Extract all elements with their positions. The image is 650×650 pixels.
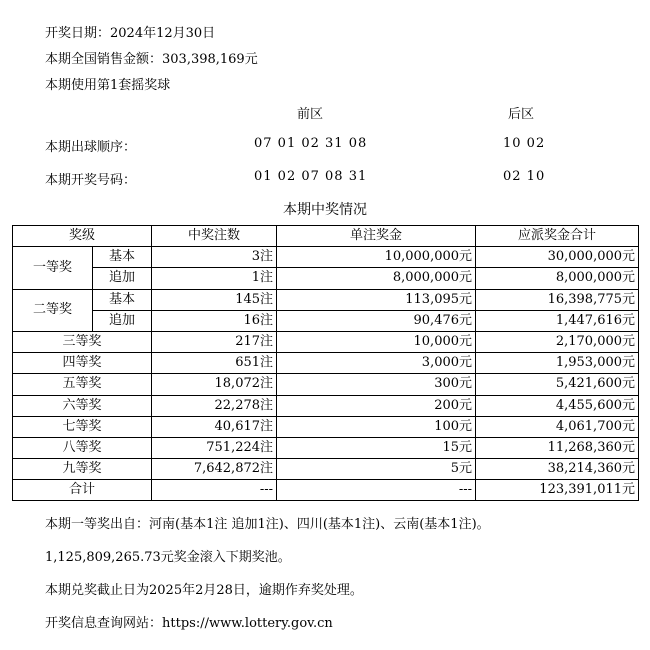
win-count: 40,617注 <box>152 416 277 437</box>
single-prize: 113,095元 <box>277 289 476 310</box>
total-prize: 8,000,000元 <box>476 268 639 289</box>
header-prize: 单注奖金 <box>277 226 476 247</box>
table-row <box>13 310 639 331</box>
table-row <box>13 268 639 289</box>
jackpot-rollover: 1,125,809,265.73元奖金滚入下期奖池。 <box>45 550 291 565</box>
header-total: 应派奖金合计 <box>476 226 639 247</box>
single-prize: 90,476元 <box>277 310 476 331</box>
front-zone-label: 前区 <box>297 107 324 122</box>
first-prize-origin: 本期一等奖出自：河南(基本1注 追加1注)、四川(基本1注)、云南(基本1注)。 <box>45 517 490 532</box>
winning-number-label: 本期开奖号码： <box>45 173 137 188</box>
win-count: 3注 <box>152 247 277 268</box>
level-name: 九等奖 <box>13 459 152 480</box>
sub-level: 追加 <box>93 310 152 331</box>
level-name: 一等奖 <box>13 247 93 289</box>
level-name: 五等奖 <box>13 374 152 395</box>
total-prize: 5,421,600元 <box>476 374 639 395</box>
sub-level: 基本 <box>93 247 152 268</box>
ball-set: 本期使用第1套摇奖球 <box>45 78 171 93</box>
single-prize: 300元 <box>277 374 476 395</box>
single-prize: 5元 <box>277 459 476 480</box>
win-count: 751,224注 <box>152 437 277 458</box>
total-prize: 1,953,000元 <box>476 353 639 374</box>
table-row <box>13 331 639 352</box>
single-prize: 3,000元 <box>277 353 476 374</box>
win-count: 1注 <box>152 268 277 289</box>
table-row <box>13 416 639 437</box>
table-row <box>13 459 639 480</box>
level-name: 二等奖 <box>13 289 93 331</box>
single-prize: 8,000,000元 <box>277 268 476 289</box>
total-prize: 11,268,360元 <box>476 437 639 458</box>
draw-order-back: 10 02 <box>503 136 546 151</box>
win-count: 145注 <box>152 289 277 310</box>
prize-table <box>12 225 639 501</box>
single-prize: 10,000元 <box>277 331 476 352</box>
grand-total: 123,391,011元 <box>476 480 639 501</box>
table-row <box>13 395 639 416</box>
claim-deadline: 本期兑奖截止日为2025年2月28日，逾期作弃奖处理。 <box>45 583 363 598</box>
total-count: --- <box>152 480 277 501</box>
table-row <box>13 437 639 458</box>
total-single-prize: --- <box>277 480 476 501</box>
total-prize: 2,170,000元 <box>476 331 639 352</box>
level-name: 四等奖 <box>13 353 152 374</box>
table-row <box>13 374 639 395</box>
winning-number-back: 02 10 <box>503 169 546 184</box>
total-prize: 4,061,700元 <box>476 416 639 437</box>
total-prize: 4,455,600元 <box>476 395 639 416</box>
win-count: 16注 <box>152 310 277 331</box>
total-prize: 1,447,616元 <box>476 310 639 331</box>
total-prize: 38,214,360元 <box>476 459 639 480</box>
single-prize: 10,000,000元 <box>277 247 476 268</box>
prize-table-title: 本期中奖情况 <box>283 202 367 218</box>
table-total-row <box>13 480 639 501</box>
sub-level: 追加 <box>93 268 152 289</box>
draw-order-label: 本期出球顺序： <box>45 140 137 155</box>
level-name: 六等奖 <box>13 395 152 416</box>
total-label: 合计 <box>13 480 152 501</box>
total-prize: 30,000,000元 <box>476 247 639 268</box>
table-row <box>13 353 639 374</box>
header-count: 中奖注数 <box>152 226 277 247</box>
header-level: 奖级 <box>13 226 152 247</box>
win-count: 7,642,872注 <box>152 459 277 480</box>
single-prize: 200元 <box>277 395 476 416</box>
win-count: 217注 <box>152 331 277 352</box>
level-name: 八等奖 <box>13 437 152 458</box>
level-name: 七等奖 <box>13 416 152 437</box>
sales-amount: 本期全国销售金额：303,398,169元 <box>45 52 258 67</box>
table-header-row <box>13 226 639 247</box>
draw-date: 开奖日期：2024年12月30日 <box>45 26 216 41</box>
draw-order-front: 07 01 02 31 08 <box>254 136 368 151</box>
win-count: 22,278注 <box>152 395 277 416</box>
winning-number-front: 01 02 07 08 31 <box>254 169 368 184</box>
back-zone-label: 后区 <box>508 107 535 122</box>
table-row <box>13 289 639 310</box>
total-prize: 16,398,775元 <box>476 289 639 310</box>
sub-level: 基本 <box>93 289 152 310</box>
single-prize: 100元 <box>277 416 476 437</box>
level-name: 三等奖 <box>13 331 152 352</box>
win-count: 18,072注 <box>152 374 277 395</box>
win-count: 651注 <box>152 353 277 374</box>
info-website: 开奖信息查询网站：https://www.lottery.gov.cn <box>45 616 333 631</box>
table-row <box>13 247 639 268</box>
single-prize: 15元 <box>277 437 476 458</box>
